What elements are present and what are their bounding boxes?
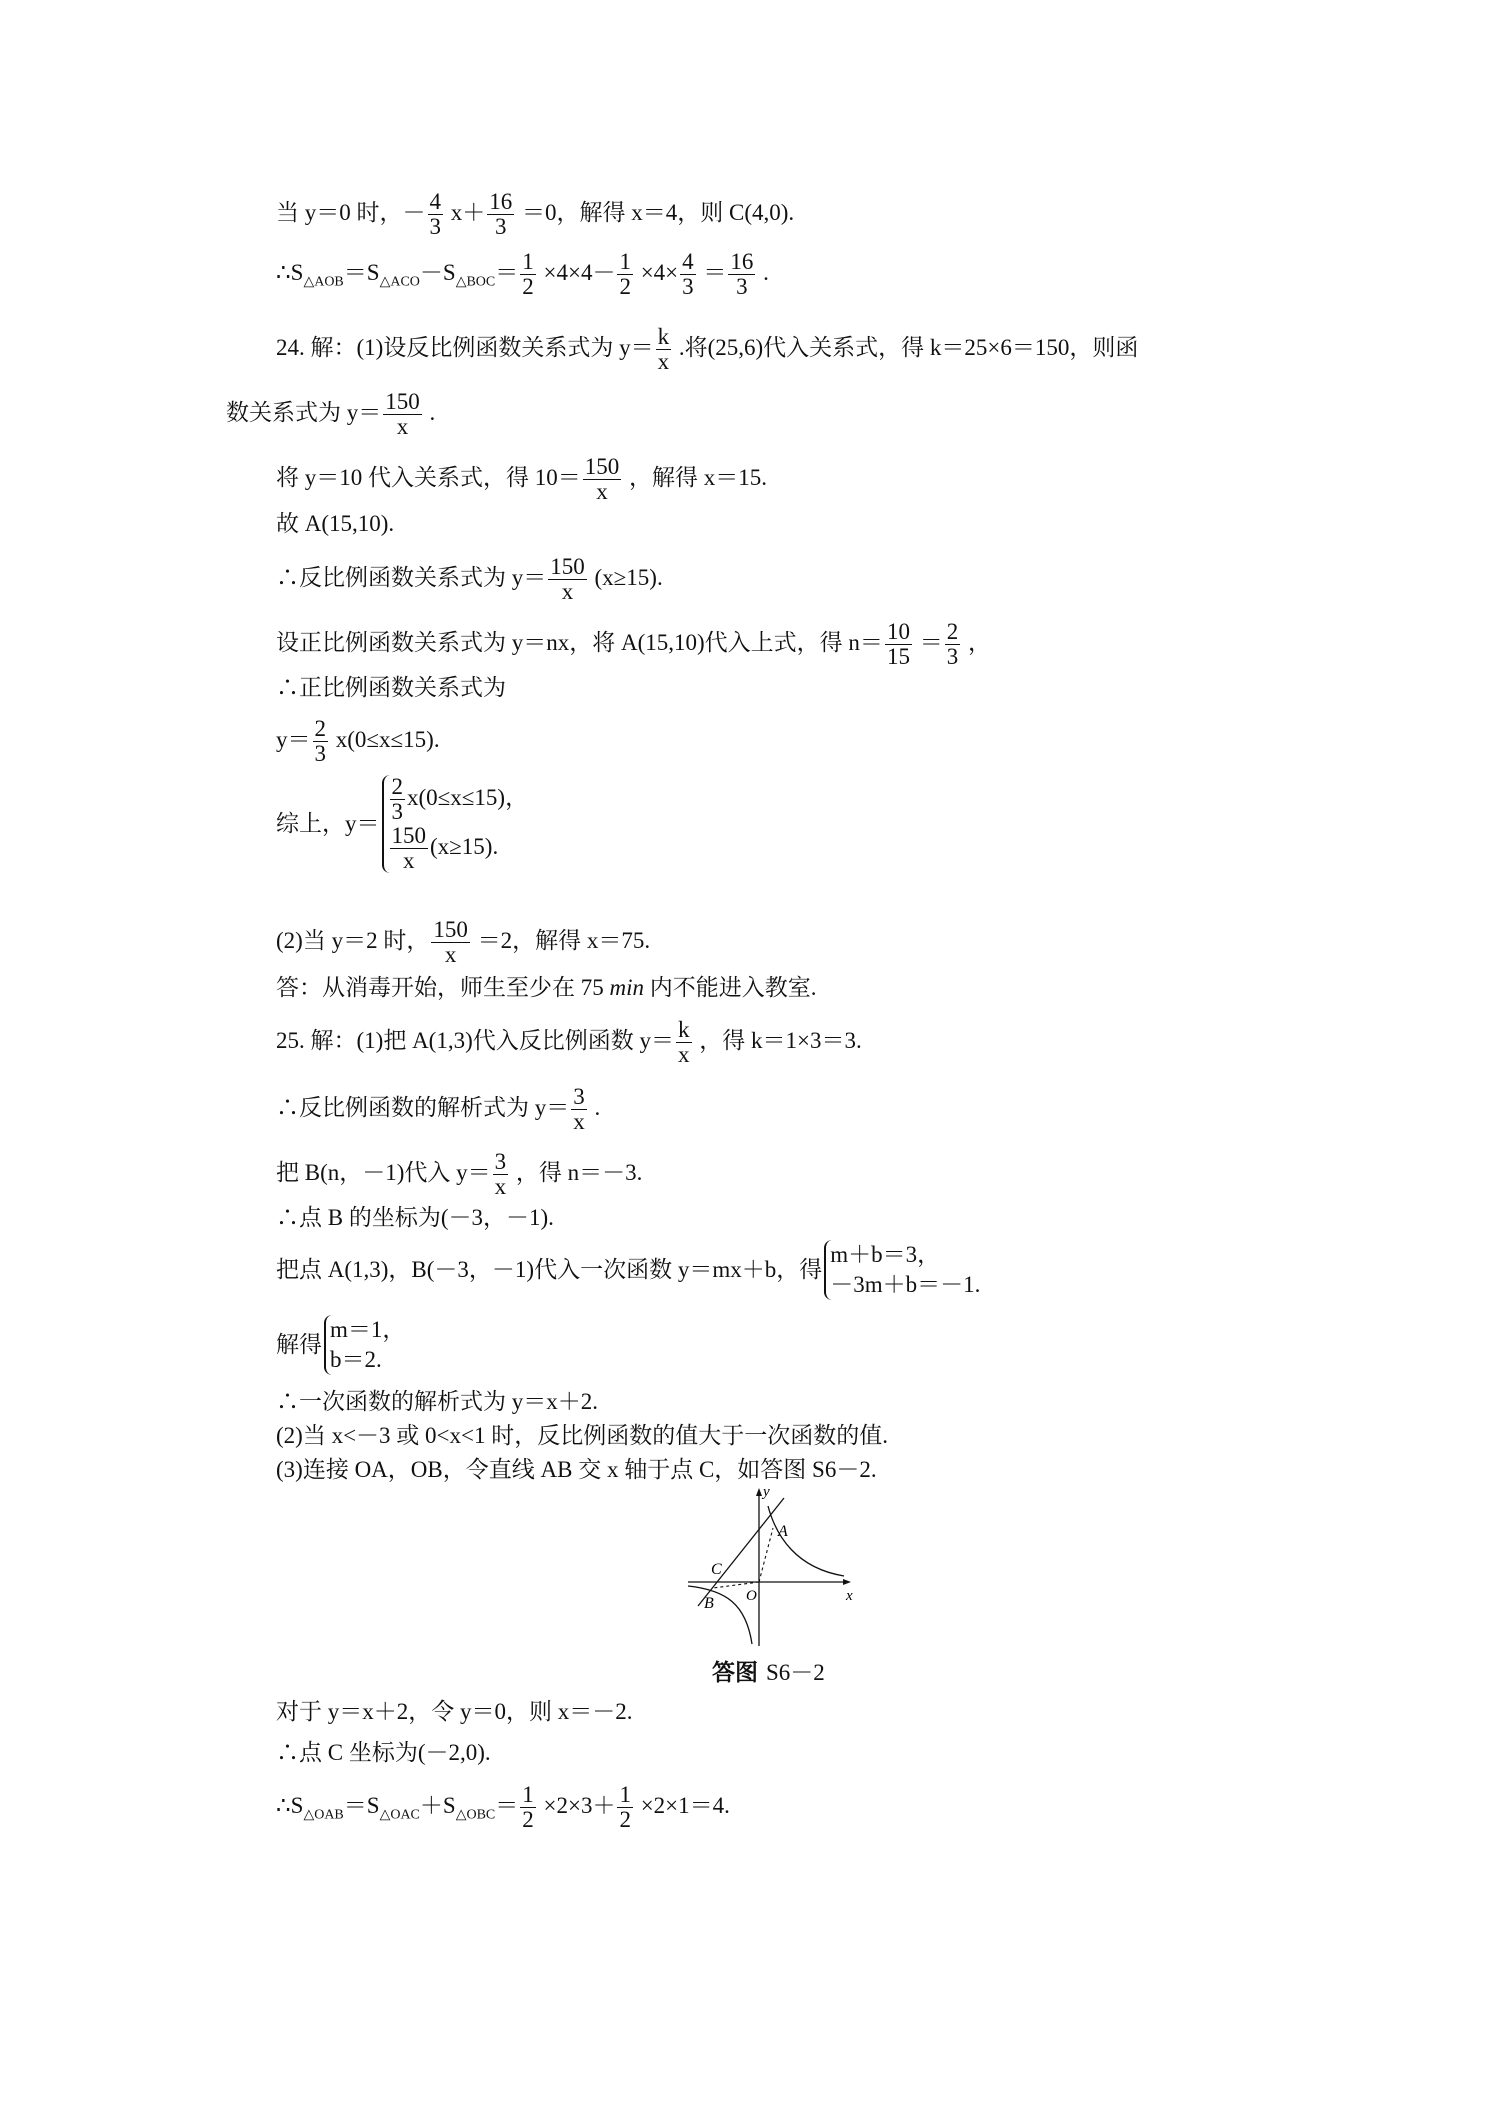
line-area-aob: $\therefore S_{\triangle AOB}=S_{\triangle ACO}-S_{\triangle BOC}=$ $\frac{1}{2}$ ×4×4－ $\frac{1}{2}$ ×4× $\frac{4}{3}$ ＝ $\frac{16}{3}$ . [276,249,769,299]
hyperbola-q1 [768,1506,844,1576]
fraction: $\frac{4}{3}$ [682,249,694,299]
x-label: x [846,1588,853,1604]
fraction: $\frac{16}{3}$ [730,249,754,299]
line-function: 数关系式为 y＝ $\frac{150}{x}$ . [226,389,436,439]
fraction: $\frac{2}{3}$ [314,716,326,766]
fraction: $\frac{150}{x}$ [391,823,426,873]
line-part2-answer: (2)当 x<－3 或 0<x<1 时，反比例函数的值大于一次函数的值. [276,1423,888,1448]
y-label: y [763,1484,770,1500]
line-solution: 解得 m＝1， b＝2. [276,1315,405,1375]
line-piecewise: 综上，y＝ $\frac{2}{3}$ x(0≤x≤15)， $\frac{150}{x}$ (x≥15). [276,774,529,873]
line-answer: 答：从消毒开始，师生至少在 75 min 内不能进入教室. [276,975,817,1000]
y-axis-arrow [756,1488,762,1496]
piecewise-brace: $\frac{2}{3}$ x(0≤x≤15)， $\frac{150}{x}$ (x≥15). [382,775,529,873]
point-b-label: B [704,1595,714,1612]
fraction: $\frac{2}{3}$ [946,619,959,669]
fraction: $\frac{150}{x}$ [550,554,585,604]
q24-heading: 24. 解：(1)设反比例函数关系式为 y＝ $\frac{k}{x}$ .将(25,6)代入关系式，得 k＝25×6＝150，则函 [276,324,1139,374]
line-area-oab: $\therefore S_{\triangle OAB}=S_{\triangle OAC}+S_{\triangle OBC}=$ $\frac{1}{2}$ ×2×3＋ $\frac{1}{2}$ ×2×1＝4. [276,1782,730,1832]
line-direct-title: ∴正比例函数关系式为 [276,675,506,700]
figure-s6-2 [686,1484,862,1648]
line-direct-result: y＝ $\frac{2}{3}$ x(0≤x≤15). [276,716,440,766]
fraction: $\frac{1}{2}$ [619,1782,631,1832]
line-system: 把点 A(1,3)，B(－3，－1)代入一次函数 y＝mx＋b，得 m＋b＝3， －3m＋b＝－1. [276,1240,980,1300]
fraction: $\frac{150}{x}$ [385,389,420,439]
line-part3: (3)连接 OA，OB，令直线 AB 交 x 轴于点 C，如答图 S6－2. [276,1457,877,1482]
figure-caption: 答图 S6－2 [712,1660,825,1686]
segment-oa [759,1528,773,1582]
line-c-coordinate-calc: 对于 y＝x＋2，令 y＝0，则 x＝－2. [276,1699,633,1724]
fraction: $\frac{3}{x}$ [494,1149,507,1199]
line-point-b: ∴点 B 的坐标为(－3，－1). [276,1205,554,1230]
line-c-point: 当 y＝0 时，－ $\frac{4}{3}$ x＋ $\frac{16}{3}$ ＝0，解得 x＝4，则 C(4,0). [276,189,795,239]
line-point-a: 故 A(15,10). [276,511,395,536]
fraction: $\frac{1}{2}$ [522,1782,534,1832]
fraction: $\frac{10}{15}$ [886,619,910,669]
solution-brace: m＝1， b＝2. [324,1315,405,1375]
point-c-label: C [711,1561,722,1578]
x-axis-arrow [843,1579,851,1585]
q25-heading: 25. 解：(1)把 A(1,3)代入反比例函数 y＝ $\frac{k}{x}$ ，得 k＝1×3＝3. [276,1017,862,1067]
hyperbola-q3 [688,1586,752,1644]
fraction: $\frac{k}{x}$ [657,324,670,374]
line-point-b-sub: 把 B(n，－1)代入 y＝ $\frac{3}{x}$ ，得 n＝－3. [276,1149,643,1199]
line-substitute: 将 y＝10 代入关系式，得 10＝ $\frac{150}{x}$ ，解得 x＝15. [276,454,767,504]
system-brace: m＋b＝3， －3m＋b＝－1. [824,1240,980,1300]
line-inverse-expression: ∴反比例函数的解析式为 y＝ $\frac{3}{x}$ . [276,1084,601,1134]
line-linear-function: ∴一次函数的解析式为 y＝x＋2. [276,1389,598,1414]
fraction: $\frac{150}{x}$ [433,917,468,967]
point-a-label: A [778,1523,788,1540]
fraction: $\frac{2}{3}$ [391,774,403,824]
fraction: $\frac{k}{x}$ [678,1017,690,1067]
fraction: $\frac{4}{3}$ [429,189,441,239]
line-inverse-function: ∴反比例函数关系式为 y＝ $\frac{150}{x}$ (x≥15). [276,554,663,604]
fraction: $\frac{1}{2}$ [619,249,631,299]
line-part2: (2)当 y＝2 时， $\frac{150}{x}$ ＝2，解得 x＝75. [276,917,651,967]
line-c-coordinate: ∴点 C 坐标为(－2,0). [276,1740,491,1765]
line-direct-function: 设正比例函数关系式为 y＝nx，将 A(15,10)代入上式，得 n＝ $\frac{10}{15}$ ＝ $\frac{2}{3}$ ， [276,619,991,669]
origin-label: O [746,1588,757,1604]
fraction: $\frac{1}{2}$ [522,249,534,299]
fraction: $\frac{16}{3}$ [489,189,513,239]
fraction: $\frac{3}{x}$ [573,1084,585,1134]
fraction: $\frac{150}{x}$ [584,454,620,504]
